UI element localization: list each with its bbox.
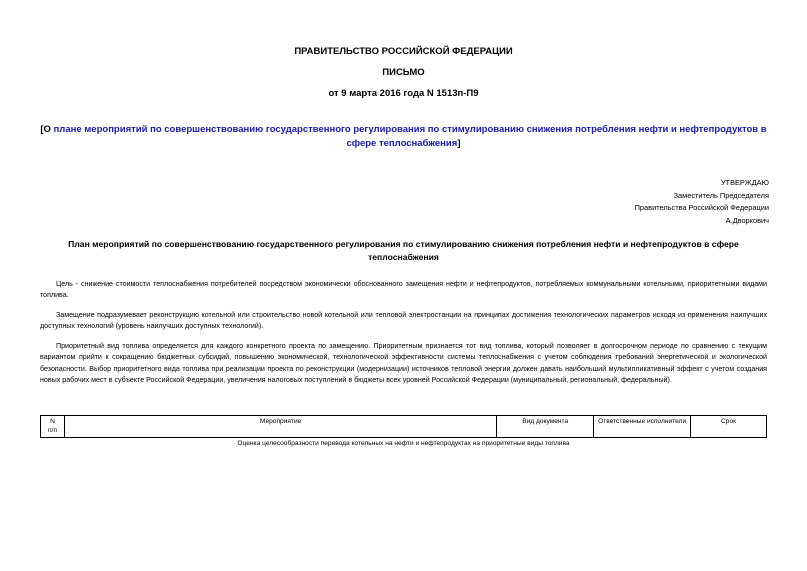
column-header-document-type: Вид документа: [497, 416, 594, 438]
plan-title: План мероприятий по совершенствованию государственного регулирования по стимулированию снижения потребления нефти и нефтепродуктов в сфере теплоснабжения: [68, 239, 739, 262]
table-section-title: Оценка целесообразности перевода котельных на нефти и нефтепродуктах на приоритетные виды топлива: [237, 440, 570, 448]
approval-position-line1: Заместитель Председателя: [673, 190, 769, 200]
document-type: ПИСЬМО: [382, 67, 425, 78]
paragraph-replacement: Замещение подразумевает реконструкцию котельной или строительство новой котельной или тепловой электростанции на принципах достижения технологических параметров исходя из применения наилучших доступных технологий (уровень наилучших доступных технологий).: [40, 311, 767, 331]
column-header-number: [41, 416, 65, 438]
approval-signer: А.Дворкович: [725, 215, 769, 225]
subject-close-bracket: ]: [457, 138, 461, 149]
document-date-number: от 9 марта 2016 года N 1513п-П9: [328, 88, 479, 99]
subject-open-bracket: [: [40, 124, 44, 135]
table-header-row: [41, 416, 767, 438]
subject-link-text[interactable]: плане мероприятий по совершенствованию государственного регулирования по стимулированию снижения потребления нефти и нефтепродуктов в сфере теплоснабжения: [50, 124, 767, 149]
column-header-number-line2: п/п: [47, 426, 57, 434]
subject-first-letter: О: [43, 124, 51, 135]
paragraph-goal: Цель - снижение стоимости теплоснабжения потребителей посредством экономически обоснованного замещения нефти и нефтепродуктов, потребляемых коммунальными котельными, приоритетными видами топлива.: [40, 280, 767, 300]
approval-position-line2: Правительства Российской Федерации: [634, 203, 769, 213]
approval-block: [635, 177, 769, 227]
table-section-row: [41, 438, 767, 450]
column-header-number-line1: N: [50, 418, 55, 425]
column-header-responsible: Ответственные исполнители: [594, 416, 691, 438]
column-header-activity: Мероприятие: [64, 416, 496, 438]
column-header-deadline: Срок: [691, 416, 767, 438]
approval-stamp: УТВЕРЖДАЮ: [720, 178, 769, 187]
document-subject[interactable]: [40, 123, 767, 151]
plan-table: [40, 415, 767, 449]
paragraph-priority-fuel: Приоритетный вид топлива определяется для каждого конкретного проекта по замещению. Приоритетным признается тот вид топлива, который позволяет в долгосрочном периоде по сравнению с текущим вариантом прийти к сокращению бюджетных субсидий, повышению экономической, технологической эффективности системы теплоснабжения с учетом соблюдения требований энергетической и экологической безопасности. Выбор приоритетного вида топлива при реализации проекта по реконструкции (модернизации) источников тепловой энергии должен давать наибольший мультипликативный эффект с учетом создания новых рабочих мест в субъекте Российской Федерации, увеличения налоговых поступлений в бюджеты всех уровней Российской Федерации (муниципальный, региональный, федеральный).: [40, 342, 767, 384]
issuing-organization: ПРАВИТЕЛЬСТВО РОССИЙСКОЙ ФЕДЕРАЦИИ: [294, 46, 513, 57]
